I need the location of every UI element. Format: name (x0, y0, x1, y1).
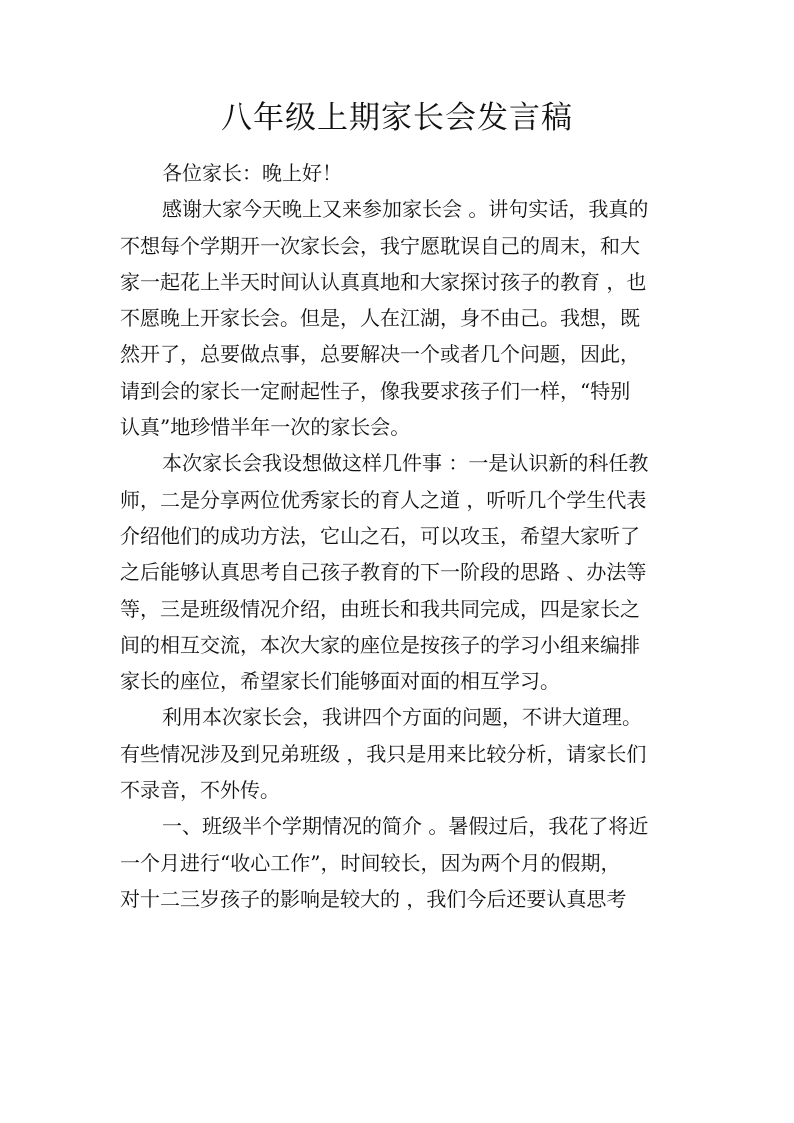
paragraph-1-line: 家一起花上半天时间认认真真地和大家探讨孩子的教育 ，也 (120, 269, 647, 294)
paragraph-2-line: 本次家长会我设想做这样几件事 ：一是认识新的科任教 (162, 451, 649, 476)
paragraph-1-line: 感谢大家今天晚上又来参加家长会 。讲句实话，我真的 (162, 197, 649, 222)
document-title: 八年级上期家长会发言稿 (221, 100, 573, 136)
paragraph-2-line: 师，二是分享两位优秀家长的育人之道 ，听听几个学生代表 (120, 487, 647, 512)
paragraph-1-line: 不想每个学期开一次家长会，我宁愿耽误自己的周末，和大 (120, 233, 640, 258)
paragraph-2-line: 介绍他们的成功方法，它山之石，可以攻玉，希望大家听了 (120, 523, 640, 548)
paragraph-1-line: 请到会的家长一定耐起性子，像我要求孩子们一样，“特别 (120, 378, 631, 403)
paragraph-4-line: 一、班级半个学期情况的简介 。暑假过后，我花了将近 (162, 814, 649, 839)
greeting-line: 各位家长：晚上好！ (162, 161, 342, 185)
paragraph-2-line: 家长的座位，希望家长们能够面对面的相互学习。 (120, 669, 560, 694)
paragraph-2-line: 之后能够认真思考自己孩子教育的下一阶段的思路 、办法等 (120, 560, 647, 585)
paragraph-1-line: 然开了，总要做点事，总要解决一个或者几个问题，因此， (120, 342, 640, 367)
paragraph-3-line: 有些情况涉及到兄弟班级 ，我只是用来比较分析，请家长们 (120, 741, 647, 766)
document-body (120, 155, 680, 917)
paragraph-3-line: 利用本次家长会，我讲四个方面的问题，不讲大道理。 (162, 705, 642, 730)
paragraph-1-line: 认真”地珍惜半年一次的家长会。 (120, 415, 411, 440)
paragraph-4-line: 对十二三岁孩子的影响是较大的 ，我们今后还要认真思考 (120, 886, 627, 911)
paragraph-1-line: 不愿晚上开家长会。但是，人在江湖，身不由己。我想，既 (120, 306, 640, 331)
paragraph-2-line: 等，三是班级情况介绍，由班长和我共同完成，四是家长之 (120, 596, 640, 621)
paragraph-4-line: 一个月进行“收心工作”，时间较长，因为两个月的假期， (120, 850, 621, 875)
paragraph-2-line: 间的相互交流，本次大家的座位是按孩子的学习小组来编排 (120, 632, 640, 657)
paragraph-3-line: 不录音，不外传。 (120, 778, 280, 803)
